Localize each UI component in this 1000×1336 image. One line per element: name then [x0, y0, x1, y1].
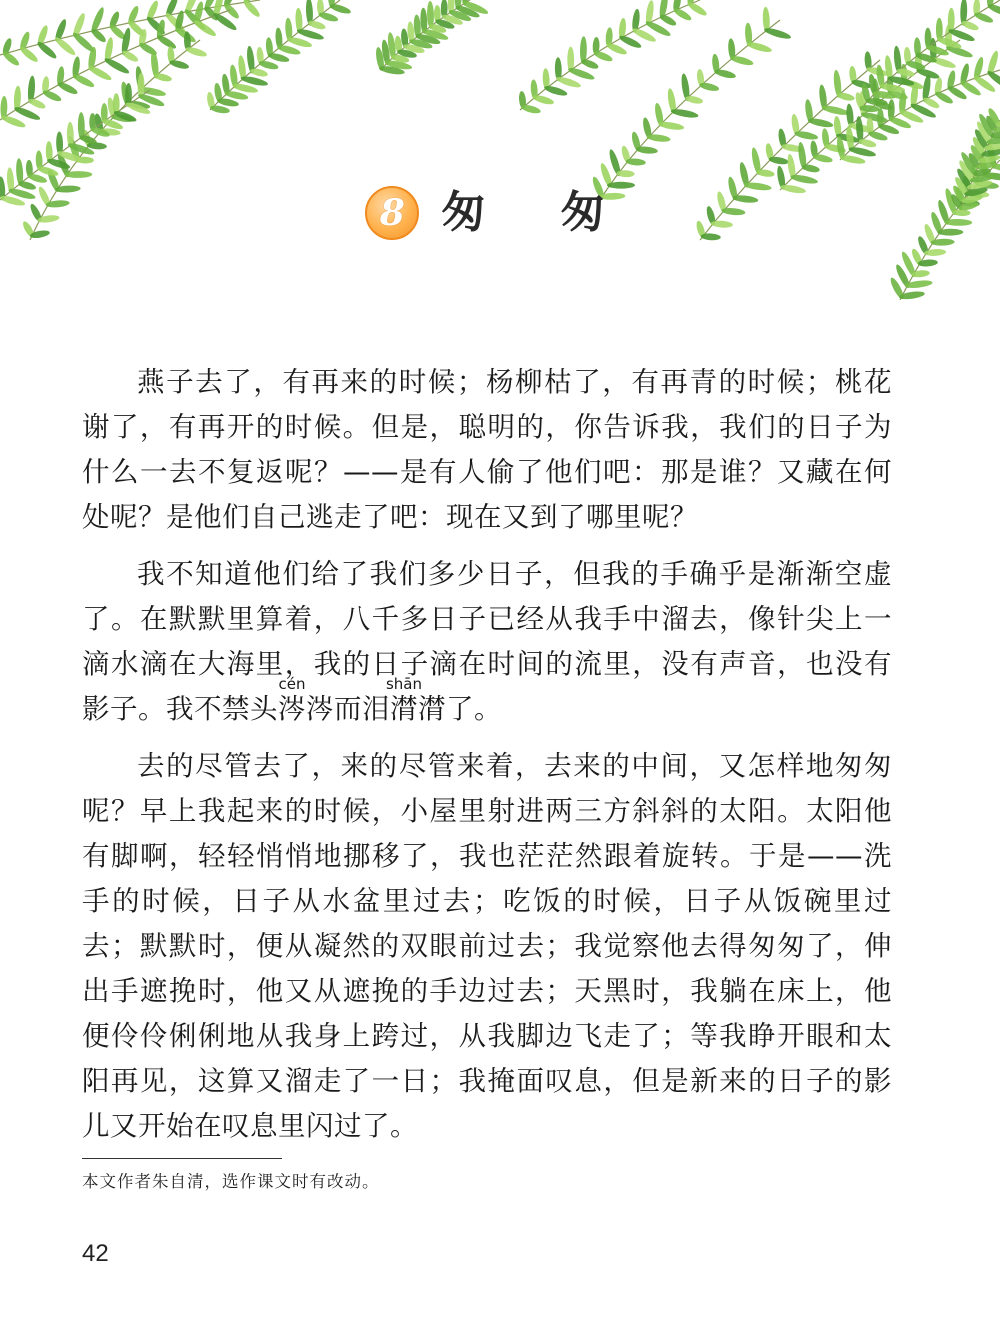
willow-leaf	[763, 26, 792, 41]
lesson-number-badge	[365, 186, 419, 240]
willow-leaf	[53, 35, 77, 57]
willow-leaf	[593, 49, 614, 63]
willow-leaf	[672, 6, 693, 22]
lesson-title: 匆 匆	[441, 187, 635, 238]
willow-branches-illustration	[0, 0, 1000, 300]
willow-leaf	[192, 18, 217, 38]
ruby-cen-base: 涔	[278, 693, 306, 725]
ruby-shan-base: 潸	[385, 693, 423, 725]
paragraph-2-text-c: 潸了。	[418, 693, 502, 725]
willow-leaf	[103, 56, 131, 76]
willow-leaf	[746, 40, 773, 54]
willow-leaf	[242, 0, 262, 19]
willow-leaf	[567, 66, 596, 82]
article-body	[82, 360, 892, 1149]
willow-leaf	[18, 45, 39, 64]
willow-leaf	[155, 33, 177, 51]
willow-leaf	[930, 55, 957, 70]
paragraph-2-text-a: 我不知道他们给了我们多少日子，但我的手确乎是渐渐空虚了。在默默里算着，八千多日子已经从我手中溜去，像针尖上一滴水滴在大海里，我的日子滴在时间的流里，没有声音，也没有影子。我不禁头	[82, 558, 892, 725]
willow-leaf	[36, 40, 59, 61]
willow-leaf	[555, 75, 582, 90]
willow-leaf	[605, 41, 628, 56]
willow-leaf	[42, 89, 63, 104]
paragraph-2-text-b: 涔而泪	[306, 693, 390, 725]
lesson-header	[0, 186, 1000, 240]
willow-leaf	[543, 84, 568, 98]
willow-leaf	[87, 64, 113, 82]
footnote: 本文作者朱自清，选作课文时有改动。	[82, 1172, 380, 1191]
willow-leaf	[0, 113, 27, 129]
paragraph-3: 去的尽管去了，来的尽管来着，去来的中间，又怎样地匆匆呢？早上我起来的时候，小屋里射进两三方斜斜的太阳。太阳他有脚啊，轻轻悄悄地挪移了，我也茫茫然跟着旋转。于是——洗手的时候，日子从水盆里过去；吃饭的时候，日子从饭碗里过去；默默时，便从凝然的双眼前过去；我觉察他去得匆匆了，伸出手遮挽时，他又从遮挽的手边过去；天黑时，我躺在床上，他便伶伶俐俐地从我身上跨过，从我脚边飞走了；等我睁开眼和太阳再见，这算又溜走了一日；我掩面叹息，但是新来的日子的影儿又开始在叹息里闪过了。	[82, 750, 892, 1142]
willow-leaf	[973, 11, 994, 25]
ruby-shan-pinyin: shān	[385, 675, 423, 693]
ruby-shan	[385, 675, 423, 725]
willow-leaf	[686, 0, 708, 17]
paragraph-2	[82, 552, 892, 732]
ruby-cen-pinyin: cén	[278, 675, 306, 693]
willow-leaf	[56, 80, 79, 96]
lesson-number: 8	[379, 192, 405, 234]
paragraph-1: 燕子去了，有再来的时候；杨柳枯了，有再青的时候；桃花谢了，有再开的时候。但是，聪明的，你告诉我，我们的日子为什么一去不复返呢？——是有人偷了他们吧：那是谁？又藏在何处呢？是他们自己逃走了吧：现在又到了哪里呢？	[82, 366, 892, 533]
willow-leaf	[121, 49, 140, 64]
page-number: 42	[82, 1240, 109, 1267]
willow-leaf	[899, 290, 926, 300]
willow-leaf	[860, 110, 889, 124]
ruby-cen	[278, 675, 306, 725]
willow-leaf	[71, 72, 95, 89]
willow-leaf	[618, 34, 643, 50]
willow-leaf	[659, 13, 678, 28]
willow-leaf	[821, 104, 850, 117]
footnote-divider	[82, 1158, 282, 1159]
